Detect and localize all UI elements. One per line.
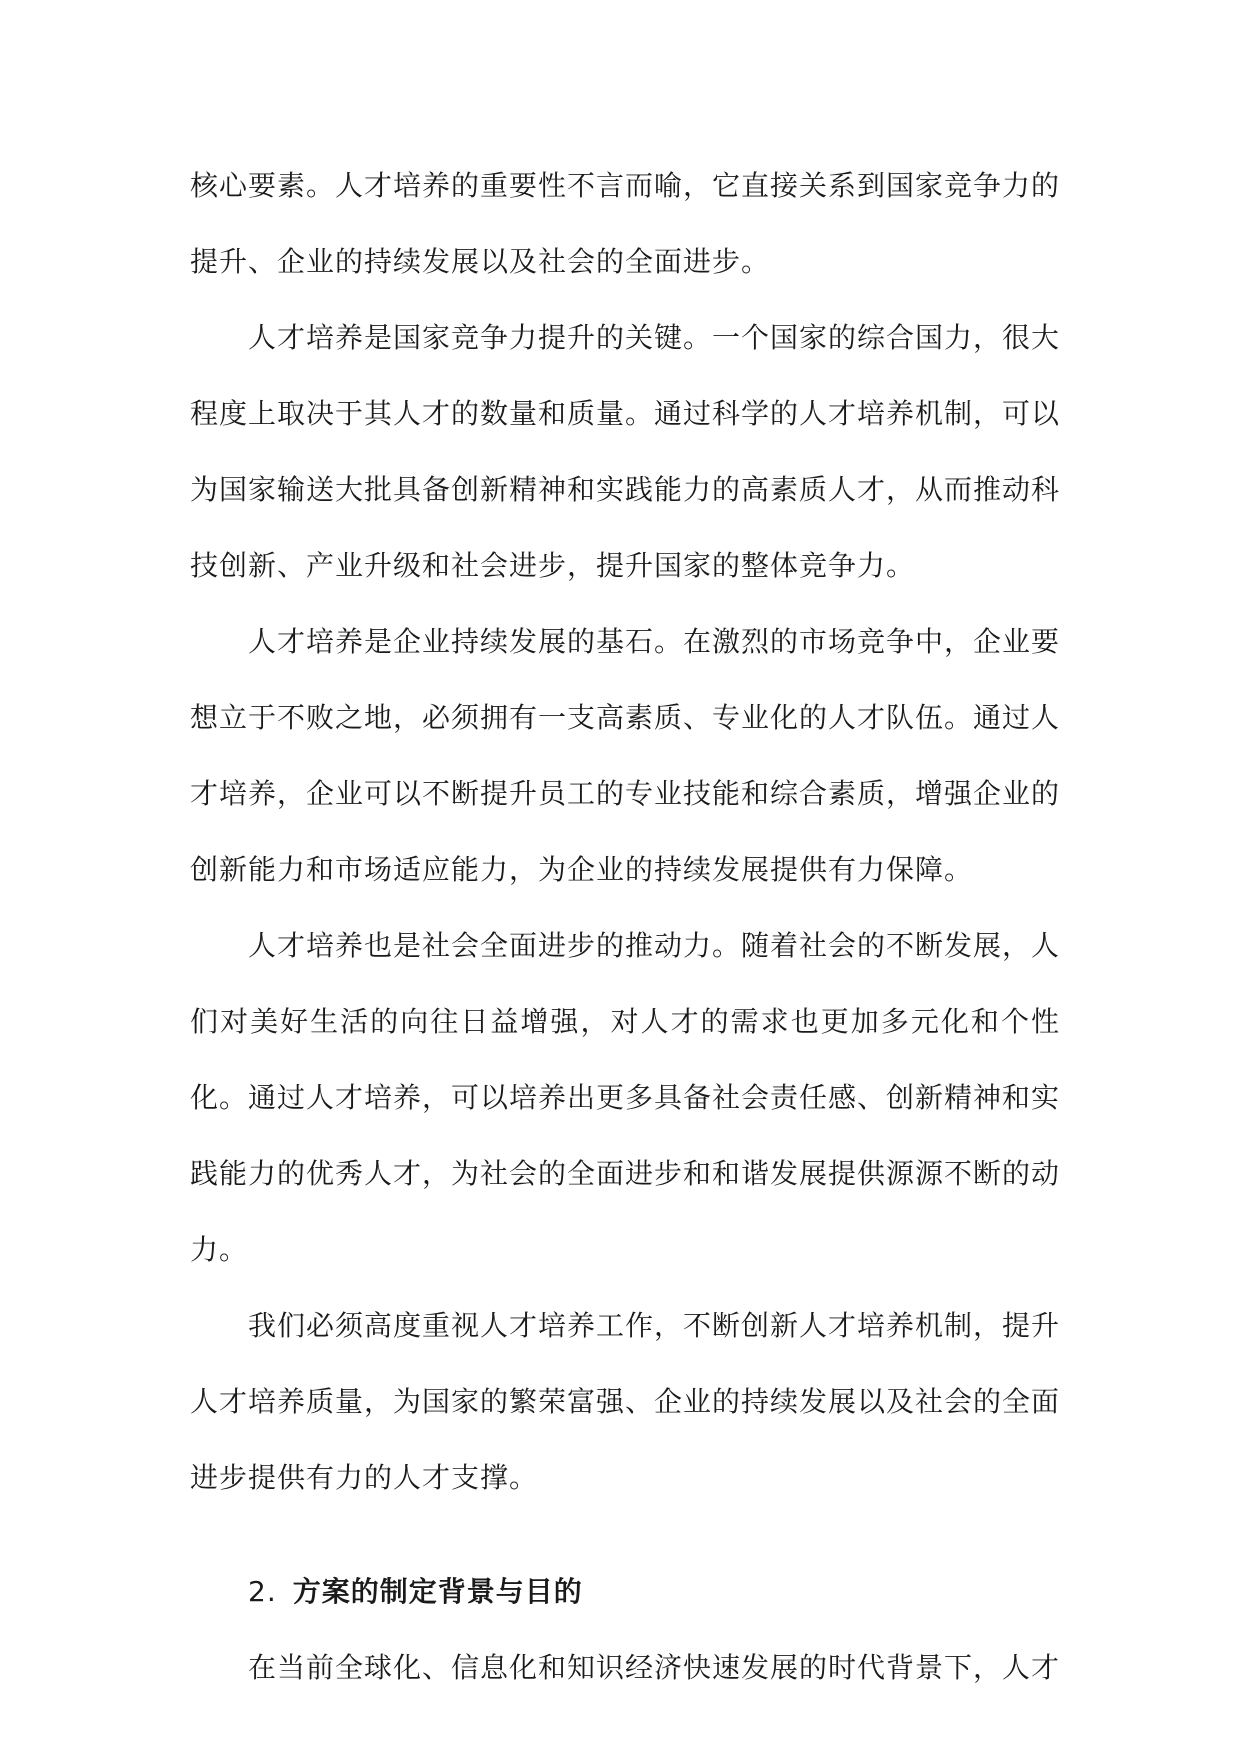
paragraph-section-intro: 在当前全球化、信息化和知识经济快速发展的时代背景下，人才: [248, 1651, 1061, 1684]
paragraph-enterprise-development: 人才培养是企业持续发展的基石。在激烈的市场竞争中，企业要想立于不败之地，必须拥有一支高素质、专业化的人才队伍。通过人才培养，企业可以不断提升员工的专业技能和综合素质，增强企业的创新能力和市场适应能力，为企业的持续发展提供有力保障。: [190, 625, 1061, 886]
section-number: 2.: [248, 1575, 277, 1608]
paragraph-continuation: 核心要素。人才培养的重要性不言而喻，它直接关系到国家竞争力的提升、企业的持续发展以及社会的全面进步。: [190, 169, 1061, 278]
paragraph-social-progress: 人才培养也是社会全面进步的推动力。随着社会的不断发展，人们对美好生活的向往日益增强，对人才的需求也更加多元化和个性化。通过人才培养，可以培养出更多具备社会责任感、创新精神和实践能力的优秀人才，为社会的全面进步和和谐发展提供源源不断的动力。: [190, 929, 1061, 1266]
section-title: 方案的制定背景与目的: [292, 1575, 583, 1608]
paragraph-national-competitiveness: 人才培养是国家竞争力提升的关键。一个国家的综合国力，很大程度上取决于其人才的数量和质量。通过科学的人才培养机制，可以为国家输送大批具备创新精神和实践能力的高素质人才，从而推动科技创新、产业升级和社会进步，提升国家的整体竞争力。: [190, 321, 1061, 582]
paragraph-conclusion: 我们必须高度重视人才培养工作，不断创新人才培养机制，提升人才培养质量，为国家的繁荣富强、企业的持续发展以及社会的全面进步提供有力的人才支撑。: [190, 1309, 1061, 1494]
section-heading: [190, 1554, 1060, 1630]
document-body: [190, 148, 1060, 1706]
